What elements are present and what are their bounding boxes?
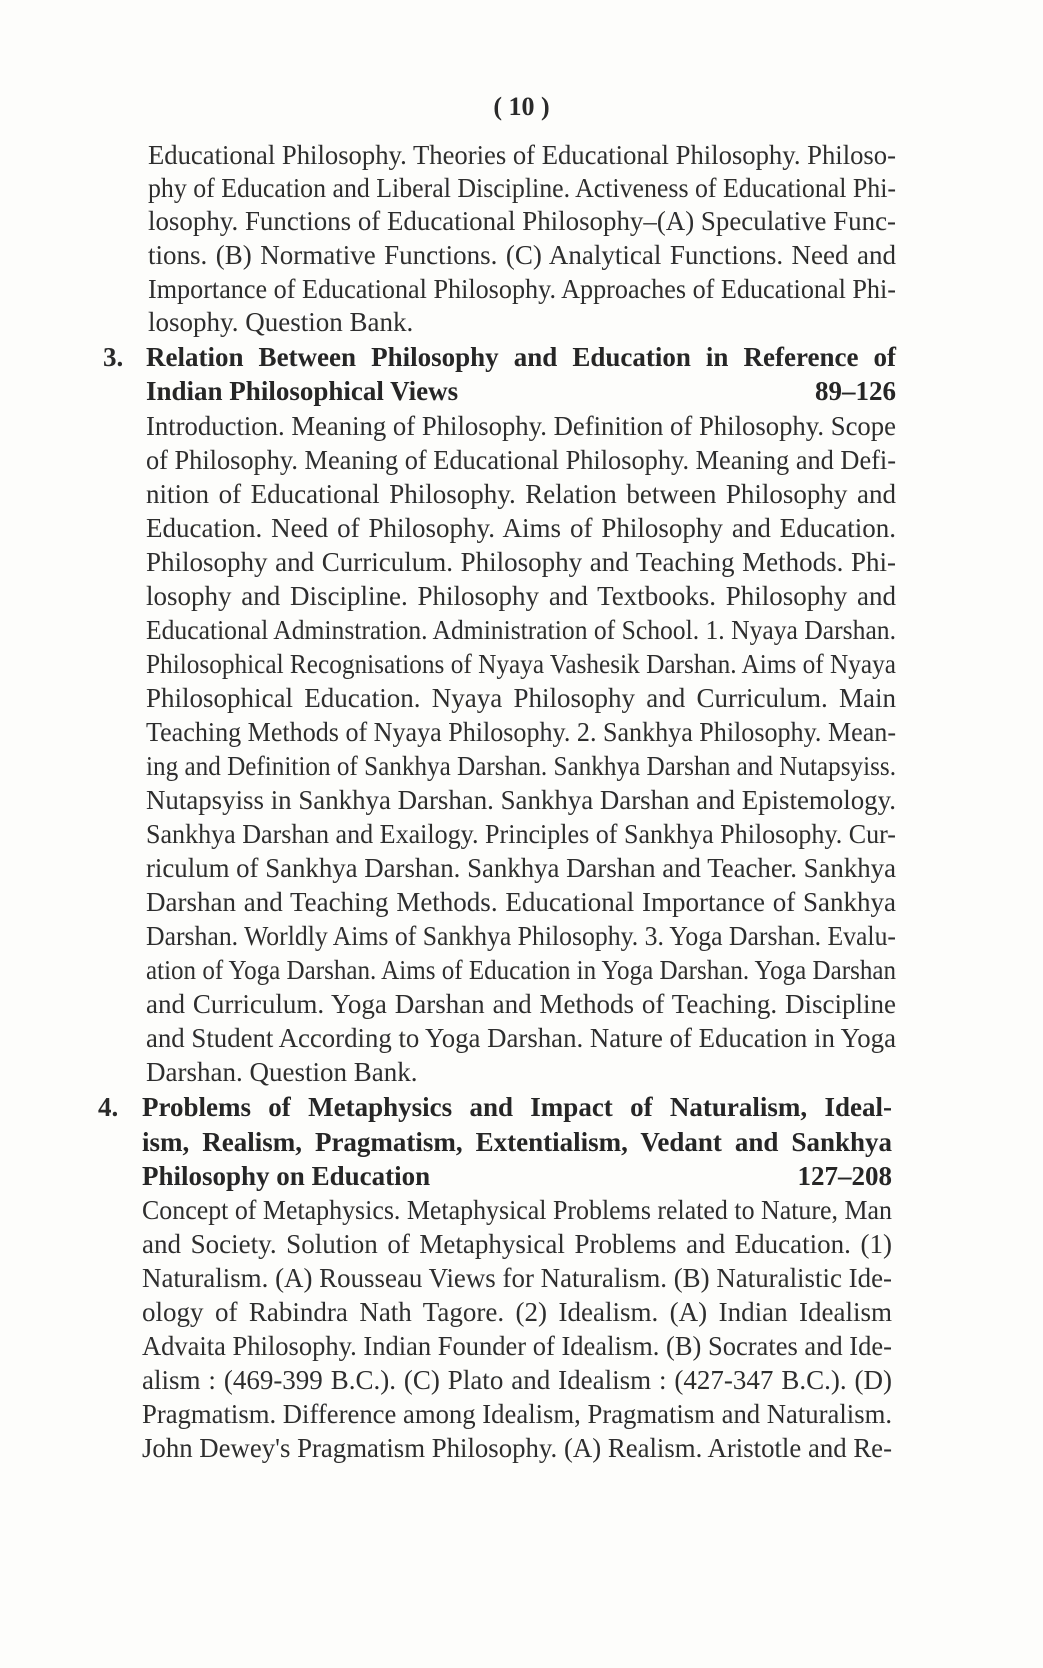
text-line (146, 477, 896, 511)
chapter-title-line (146, 340, 896, 374)
text-line-content: Nutapsyiss in Sankhya Darshan. Sankhya Darshan and Epistemology. (146, 785, 896, 815)
text-line (142, 1397, 892, 1431)
text-line (146, 851, 896, 885)
text-line (146, 885, 896, 919)
chapter-title-line (142, 1159, 892, 1193)
text-line-content: Educational Adminstration. Administration of School. 1. Nyaya Darshan. (146, 615, 896, 645)
text-line-content: Philosophical Education. Nyaya Philosophy and Curriculum. Main (146, 683, 896, 713)
text-line-content: Education. Need of Philosophy. Aims of Philosophy and Education. (146, 513, 896, 543)
text-line-content: riculum of Sankhya Darshan. Sankhya Darshan and Teacher. Sankhya (146, 853, 896, 883)
text-line-content: John Dewey's Pragmatism Philosophy. (A) Realism. Aristotle and Re- (142, 1433, 892, 1463)
text-line (148, 272, 896, 306)
chapter-title-text: Problems of Metaphysics and Impact of Naturalism, Ideal- (142, 1092, 892, 1122)
text-line (146, 579, 896, 613)
text-line (146, 613, 896, 647)
text-line (148, 138, 896, 172)
text-line-content: phy of Education and Liberal Discipline. Activeness of Educational Phi- (148, 173, 896, 203)
text-line-content: Concept of Metaphysics. Metaphysical Problems related to Nature, Man (142, 1195, 892, 1225)
chapter-title-text: Relation Between Philosophy and Education in Reference of (146, 342, 896, 372)
chapter-title-line (142, 1090, 892, 1124)
text-line (146, 987, 896, 1021)
chapter-title-text: Indian Philosophical Views (146, 376, 459, 406)
text-line-content: Sankhya Darshan and Exailogy. Principles of Sankhya Philosophy. Cur- (146, 819, 896, 849)
text-line (146, 443, 896, 477)
text-line-content: and Student According to Yoga Darshan. Nature of Education in Yoga (146, 1023, 896, 1053)
text-line (142, 1227, 892, 1261)
text-line-content: and Curriculum. Yoga Darshan and Methods of Teaching. Discipline (146, 989, 896, 1019)
text-line (146, 1055, 896, 1089)
text-line (146, 545, 896, 579)
text-line-content: of Philosophy. Meaning of Educational Philosophy. Meaning and Defi- (146, 445, 896, 475)
text-line (146, 749, 896, 783)
text-line-content: losophy. Question Bank. (148, 307, 414, 337)
text-line-content: losophy and Discipline. Philosophy and Textbooks. Philosophy and (146, 581, 896, 611)
text-line (146, 1021, 896, 1055)
text-line (142, 1363, 892, 1397)
text-line-content: Philosophy and Curriculum. Philosophy and Teaching Methods. Phi- (146, 547, 896, 577)
text-line (142, 1261, 892, 1295)
page-number: ( 10 ) (493, 92, 550, 121)
text-line (146, 511, 896, 545)
text-line (146, 715, 896, 749)
chapter-title-line (146, 374, 896, 408)
text-line-content: ology of Rabindra Nath Tagore. (2) Idealism. (A) Indian Idealism (142, 1297, 892, 1327)
text-line-content: Educational Philosophy. Theories of Educational Philosophy. Philoso- (148, 140, 896, 170)
text-line (146, 647, 896, 681)
text-line-content: Importance of Educational Philosophy. Approaches of Educational Phi- (148, 274, 896, 304)
text-line-content: ation of Yoga Darshan. Aims of Education in Yoga Darshan. Yoga Darshan (146, 955, 896, 985)
text-line (146, 953, 896, 987)
text-line (142, 1431, 892, 1465)
text-line-content: nition of Educational Philosophy. Relation between Philosophy and (146, 479, 896, 509)
text-line (146, 409, 896, 443)
text-line-content: losophy. Functions of Educational Philosophy–(A) Speculative Func- (148, 206, 896, 236)
text-line-content: Philosophical Recognisations of Nyaya Vashesik Darshan. Aims of Nyaya (146, 649, 896, 679)
page-range: 89–126 (815, 376, 896, 406)
text-line-content: Darshan. Worldly Aims of Sankhya Philosophy. 3. Yoga Darshan. Evalu- (146, 921, 896, 951)
chapter-title-text: Philosophy on Education (142, 1161, 431, 1191)
text-line-content: Darshan. Question Bank. (146, 1057, 418, 1087)
text-line (146, 681, 896, 715)
text-line (148, 204, 896, 238)
text-line-content: and Society. Solution of Metaphysical Problems and Education. (1) (142, 1229, 892, 1259)
text-line-content: Introduction. Meaning of Philosophy. Definition of Philosophy. Scope (146, 411, 896, 441)
text-line-content: Advaita Philosophy. Indian Founder of Idealism. (B) Socrates and Ide- (142, 1331, 892, 1361)
chapter-number: 4. (98, 1092, 119, 1122)
text-line (146, 919, 896, 953)
text-line-content: Pragmatism. Difference among Idealism, Pragmatism and Naturalism. (142, 1399, 892, 1429)
text-line (142, 1329, 892, 1363)
text-line-content: alism : (469-399 B.C.). (C) Plato and Idealism : (427-347 B.C.). (D) (142, 1365, 892, 1395)
chapter-title-text: ism, Realism, Pragmatism, Extentialism, Vedant and Sankhya (142, 1127, 892, 1157)
text-line-content: Teaching Methods of Nyaya Philosophy. 2. Sankhya Philosophy. Mean- (146, 717, 896, 747)
text-line (148, 238, 896, 272)
text-line (142, 1193, 892, 1227)
page-range: 127–208 (797, 1161, 892, 1191)
text-line (142, 1295, 892, 1329)
text-line-content: Naturalism. (A) Rousseau Views for Naturalism. (B) Naturalistic Ide- (142, 1263, 892, 1293)
text-line (148, 305, 896, 339)
text-line (146, 817, 896, 851)
text-line (146, 783, 896, 817)
text-line-content: ing and Definition of Sankhya Darshan. Sankhya Darshan and Nutapsyiss. (146, 751, 896, 781)
text-line-content: tions. (B) Normative Functions. (C) Analytical Functions. Need and (148, 240, 896, 270)
text-line-content: Darshan and Teaching Methods. Educational Importance of Sankhya (146, 887, 896, 917)
text-line (148, 171, 896, 205)
chapter-number: 3. (103, 342, 124, 372)
chapter-title-line (142, 1125, 892, 1159)
